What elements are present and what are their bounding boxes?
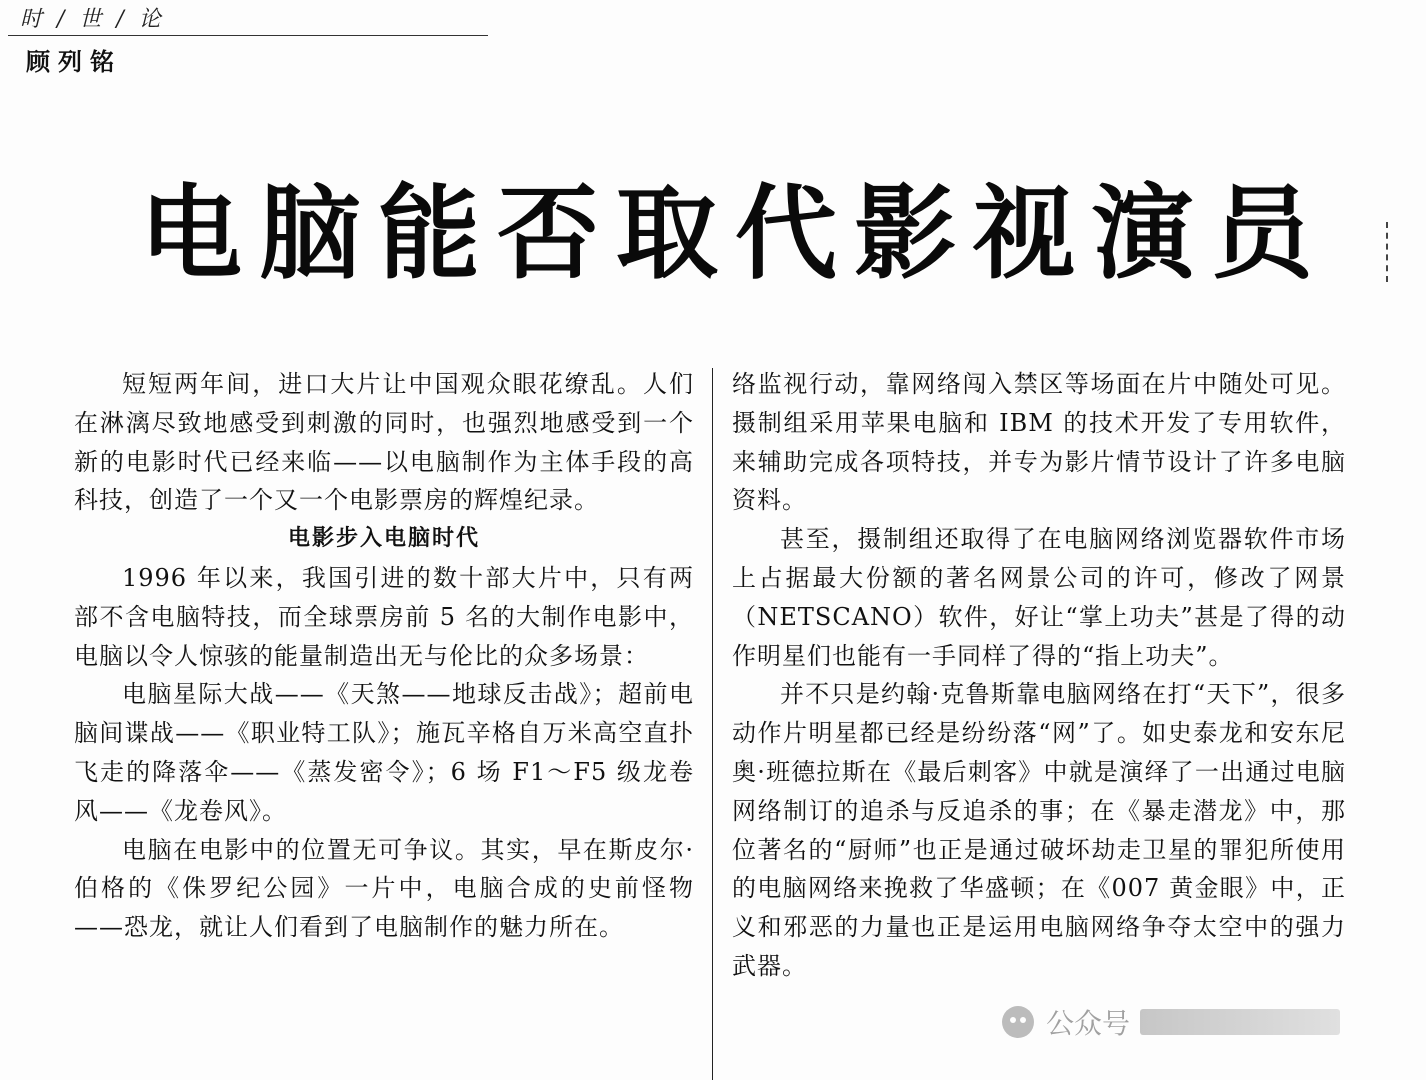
right-column	[732, 365, 1346, 986]
wechat-logo-icon	[1000, 1004, 1036, 1040]
watermark-text: 公众号	[1046, 1007, 1131, 1040]
paragraph: 电脑星际大战——《天煞——地球反击战》；超前电脑间谍战——《职业特工队》；施瓦辛格自万米高空直扑飞走的降落伞——《蒸发密令》；6 场 F1～F5 级龙卷风——《龙卷风》。	[74, 680, 694, 825]
article-title: 电脑能否取代影视演员	[140, 175, 1330, 295]
paragraph: 短短两年间，进口大片让中国观众眼花缭乱。人们在淋漓尽致地感受到刺激的同时，也强烈地感受到一个新的电影时代已经来临——以电脑制作为主体手段的高科技，创造了一个又一个电影票房的辉煌纪录。	[74, 370, 694, 515]
paragraph: 甚至，摄制组还取得了在电脑网络浏览器软件市场上占据最大份额的著名网景公司的许可，修改了网景（NETSCANO）软件，好让“掌上功夫”甚是了得的动作明星们也能有一手同样了得的“指上功夫”。	[732, 525, 1346, 670]
paragraph-continued: 络监视行动，靠网络闯入禁区等场面在片中随处可见。摄制组采用苹果电脑和 IBM 的技术开发了专用软件，来辅助完成各项特技，并专为影片情节设计了许多电脑资料。	[732, 370, 1346, 515]
left-column	[74, 365, 694, 947]
page-edge-marks	[1386, 222, 1392, 282]
subheading: 电影步入电脑时代	[287, 526, 480, 552]
author-name: 顾列铭	[26, 48, 122, 76]
column-divider	[712, 368, 713, 1080]
header-rule	[8, 35, 488, 36]
section-tag: 时 / 世 / 论	[20, 7, 165, 32]
watermark	[1000, 1000, 1340, 1044]
paragraph: 并不只是约翰·克鲁斯靠电脑网络在打“天下”，很多动作片明星都已经是纷纷落“网”了。如史泰龙和安东尼奥·班德拉斯在《最后刺客》中就是演绎了一出通过电脑网络制订的追杀与反追杀的事；在《暴走潜龙》中，那位著名的“厨师”也正是通过破坏劫走卫星的罪犯所使用的电脑网络来挽救了华盛顿；在《007 黄金眼》中，正义和邪恶的力量也正是运用电脑网络争夺太空中的强力武器。	[732, 680, 1346, 980]
watermark-redaction	[1140, 1009, 1340, 1035]
paragraph: 1996 年以来，我国引进的数十部大片中，只有两部不含电脑特技，而全球票房前 5 名的大制作电影中，电脑以令人惊骇的能量制造出无与伦比的众多场景：	[74, 563, 694, 670]
paragraph: 电脑在电影中的位置无可争议。其实，早在斯皮尔·伯格的《侏罗纪公园》一片中，电脑合成的史前怪物——恐龙，就让人们看到了电脑制作的魅力所在。	[74, 835, 694, 942]
